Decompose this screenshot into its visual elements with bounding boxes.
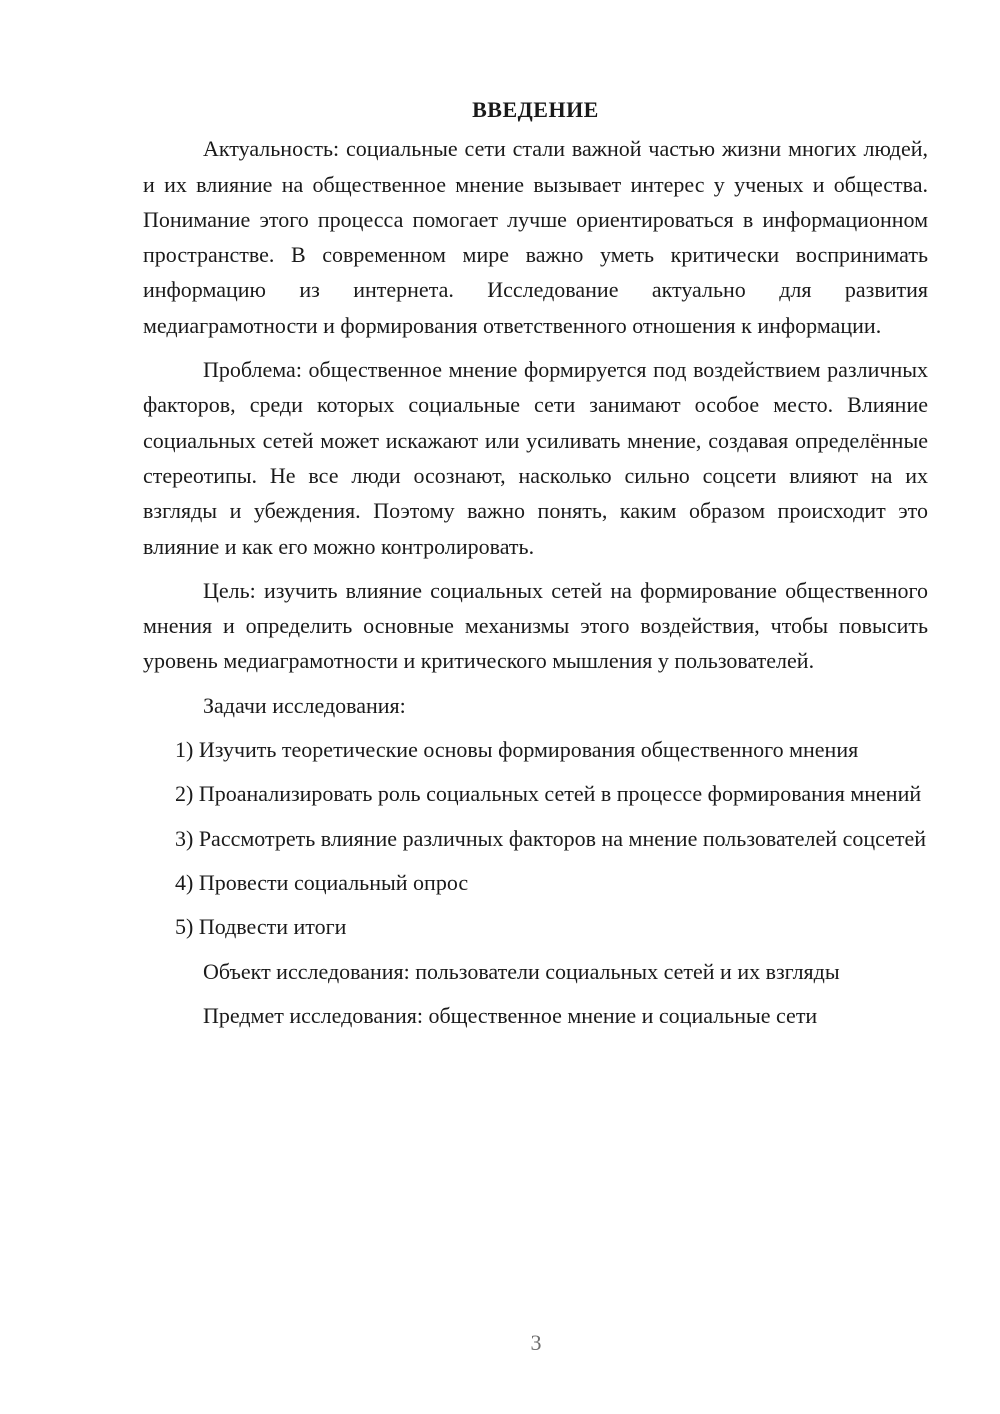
task-item: 3) Рассмотреть влияние различных факторов на мнение пользователей соцсетей: [175, 825, 927, 851]
task-item: 5) Подвести итоги: [175, 914, 347, 940]
page-title: ВВЕДЕНИЕ: [472, 97, 599, 122]
page-number: 3: [530, 1330, 542, 1355]
task-item: 4) Провести социальный опрос: [175, 869, 469, 895]
paragraph-relevance: Актуальность: социальные сети стали важной частью жизни многих людей, и их влияние на общественное мнение вызывает интерес у ученых и общества. Понимание этого процесса помогает лучше ориентироваться в информационном пространстве. В современном мире важно уметь критически воспринимать информацию из интернета. Исследование актуально для развития медиаграмотности и формирования ответственного отношения к информации.: [143, 136, 928, 338]
paragraph-problem: Проблема: общественное мнение формируется под воздействием различных факторов, среди которых социальные сети занимают особое место. Влияние социальных сетей может искажают или усиливать мнение, создавая определённые стереотипы. Не все люди осознают, насколько сильно соцсети влияют на их взгляды и убеждения. Поэтому важно понять, каким образом происходит это влияние и как его можно контролировать.: [143, 357, 928, 559]
research-subject: Предмет исследования: общественное мнение и социальные сети: [203, 1002, 818, 1028]
tasks-heading: Задачи исследования:: [203, 692, 406, 718]
task-item: 2) Проанализировать роль социальных сетей в процессе формирования мнений: [175, 781, 922, 807]
paragraph-goal: Цель: изучить влияние социальных сетей на формирование общественного мнения и определить основные механизмы этого воздействия, чтобы повысить уровень медиаграмотности и критического мышления у пользователей.: [143, 577, 928, 674]
document-page: [143, 92, 928, 1042]
research-object: Объект исследования: пользователи социальных сетей и их взгляды: [203, 958, 840, 984]
task-item: 1) Изучить теоретические основы формирования общественного мнения: [175, 737, 859, 763]
